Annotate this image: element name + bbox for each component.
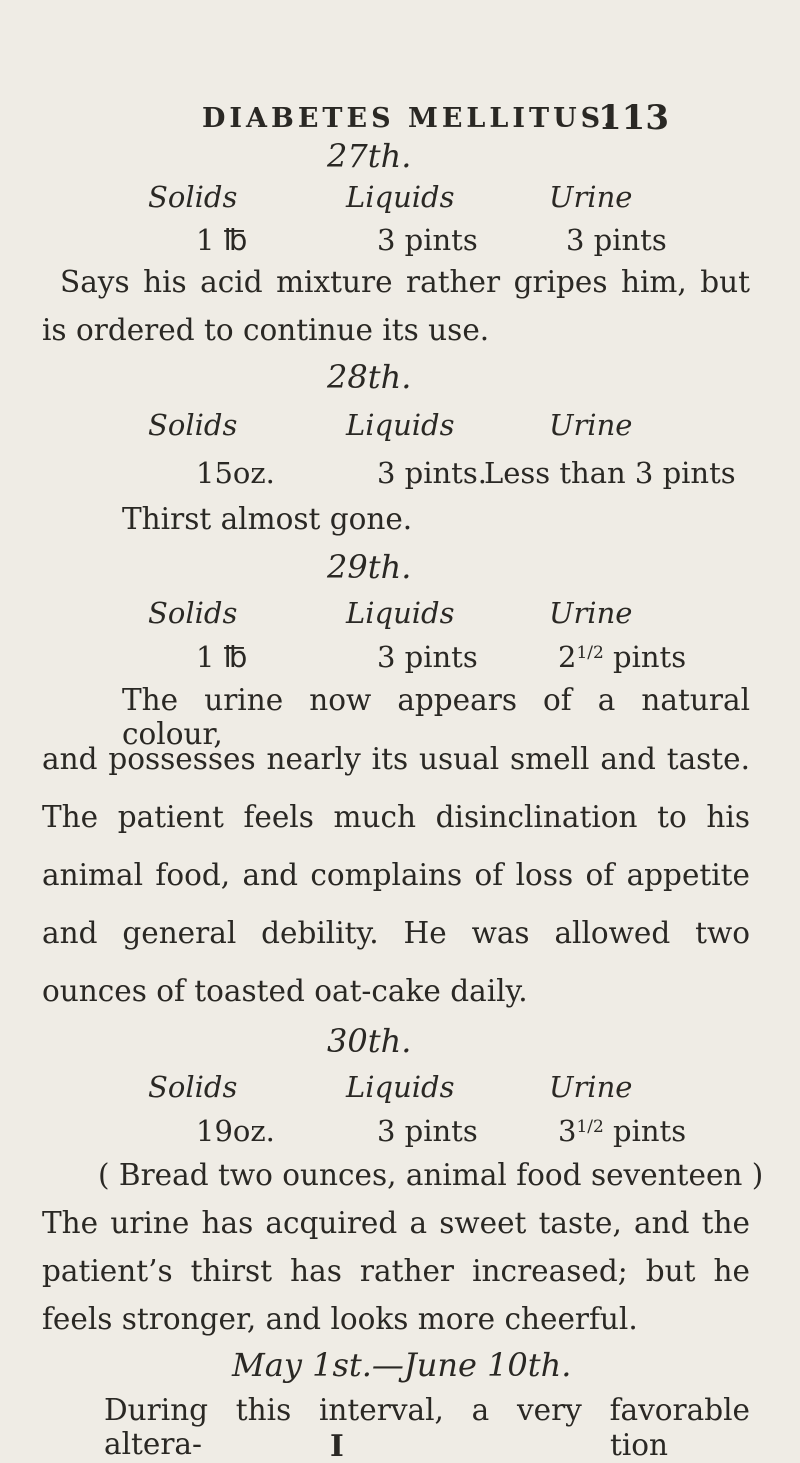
urine-unit: pints: [613, 640, 687, 674]
text-line: The urine now appears of a natural colour,: [122, 683, 750, 751]
text-line: During this interval, a very favorable altera-: [104, 1393, 750, 1461]
text-line: patient’s thirst has rather increased; but he: [42, 1254, 750, 1288]
urine-fraction: 1/2: [576, 643, 604, 663]
entry-date: May 1st.—June 10th.: [232, 1346, 572, 1384]
column-solids: Solids: [148, 408, 238, 442]
urine-value: [558, 640, 686, 674]
text-line: Thirst almost gone.: [122, 502, 413, 536]
column-liquids: Liquids: [346, 596, 455, 630]
solids-value: 1 ℔: [196, 640, 248, 674]
entry-date: 30th.: [327, 1022, 412, 1060]
liquids-value: 3 pints: [377, 223, 478, 257]
entry-date: 27th.: [327, 137, 412, 175]
column-liquids: Liquids: [346, 180, 455, 214]
urine-whole: 2: [558, 640, 577, 674]
page-number: 113: [598, 98, 669, 138]
solids-value: 1 ℔: [196, 223, 248, 257]
text-line: and possesses nearly its usual smell and taste.: [42, 742, 750, 776]
urine-whole: 3: [558, 1114, 577, 1148]
text-line: ( Bread two ounces, animal food seventeen ): [98, 1158, 764, 1192]
column-solids: Solids: [148, 1070, 238, 1104]
liquids-value: 3 pints.: [377, 456, 487, 490]
catchword: tion: [610, 1428, 669, 1462]
text-line: and general debility. He was allowed two: [42, 916, 750, 950]
text-line: Says his acid mixture rather gripes him, but: [60, 265, 750, 299]
column-urine: Urine: [549, 596, 633, 630]
urine-value: 3 pints: [566, 223, 667, 257]
entry-date: 29th.: [327, 548, 412, 586]
urine-unit: pints: [613, 1114, 687, 1148]
text-line: is ordered to continue its use.: [42, 313, 490, 347]
urine-value: Less than 3 pints: [484, 456, 736, 490]
text-line: feels stronger, and looks more cheerful.: [42, 1302, 638, 1336]
column-liquids: Liquids: [346, 1070, 455, 1104]
signature-mark: I: [330, 1428, 344, 1463]
column-urine: Urine: [549, 1070, 633, 1104]
text-line: animal food, and complains of loss of appetite: [42, 858, 750, 892]
column-liquids: Liquids: [346, 408, 455, 442]
text-line: ounces of toasted oat-cake daily.: [42, 974, 528, 1008]
column-solids: Solids: [148, 596, 238, 630]
solids-value: 15oz.: [196, 456, 275, 490]
liquids-value: 3 pints: [377, 640, 478, 674]
text-line: The urine has acquired a sweet taste, and the: [42, 1206, 750, 1240]
running-title: DIABETES MELLITUS.: [202, 103, 617, 134]
column-urine: Urine: [549, 408, 633, 442]
column-solids: Solids: [148, 180, 238, 214]
entry-date: 28th.: [327, 358, 412, 396]
urine-value: [558, 1114, 686, 1148]
urine-fraction: 1/2: [576, 1117, 604, 1137]
solids-value: 19oz.: [196, 1114, 275, 1148]
text-line: The patient feels much disinclination to his: [42, 800, 750, 834]
liquids-value: 3 pints: [377, 1114, 478, 1148]
column-urine: Urine: [549, 180, 633, 214]
